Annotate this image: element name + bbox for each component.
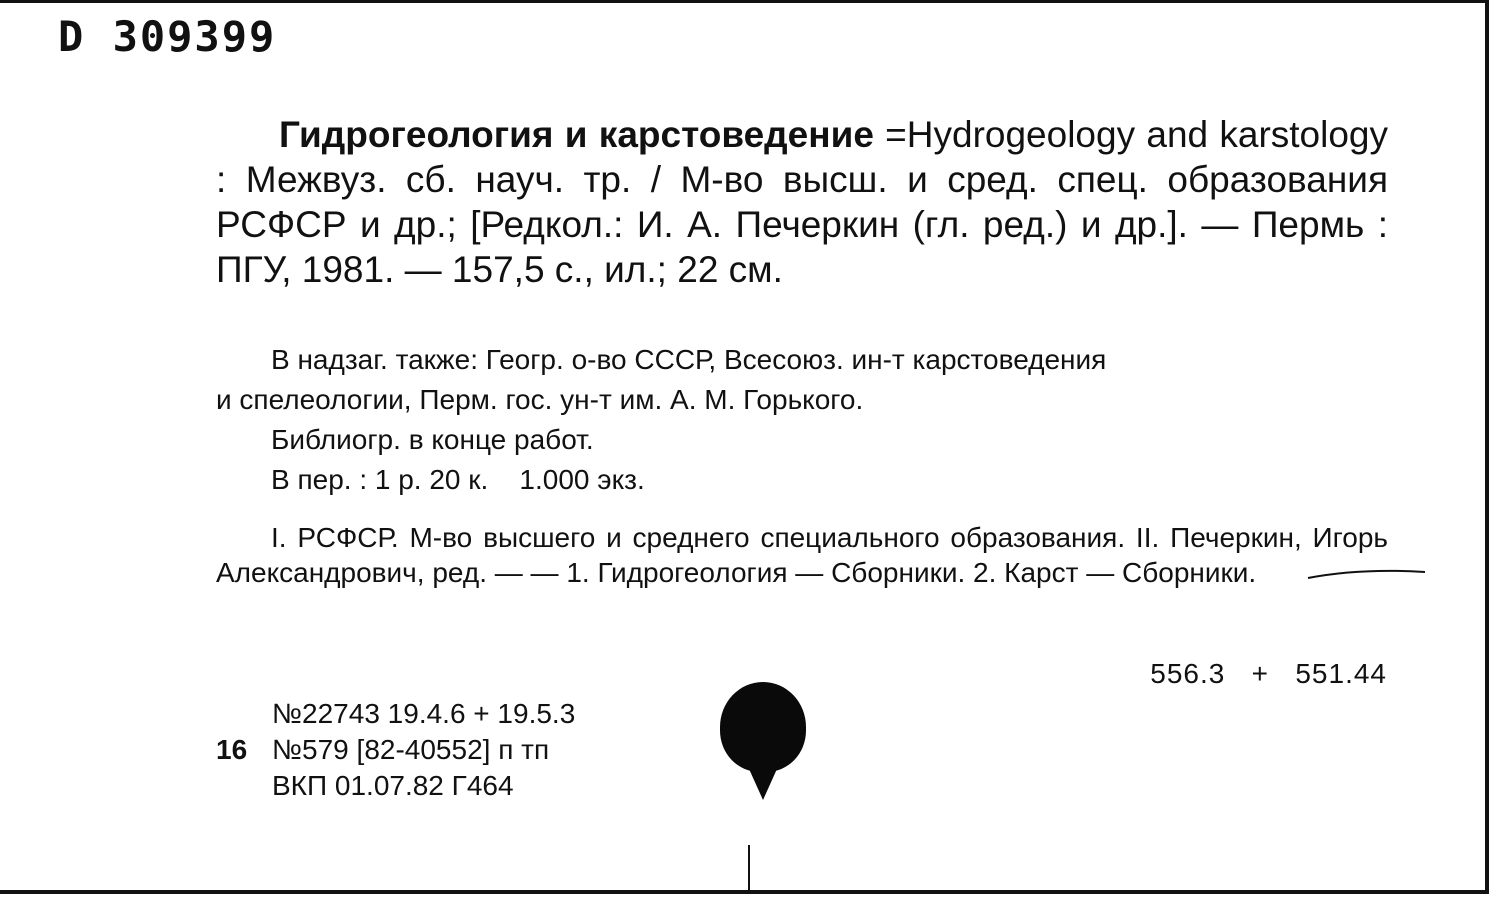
punch-hole-tail [745, 760, 781, 800]
note-headings-line2: и спелеологии, Перм. гос. ун-т им. А. М. Горького. [216, 384, 864, 415]
note-bibliography: Библиогр. в конце работ. [271, 424, 594, 455]
card-footer [216, 696, 575, 804]
note-headings-line1: В надзаг. также: Геогр. о-во СССР, Всесоюз. ин-т карстоведения [271, 344, 1107, 375]
notes-section [216, 340, 1388, 500]
punch-hole [720, 682, 806, 772]
accession-number: D 309399 [58, 12, 277, 61]
title-details: =Hydrogeology and karstology : Межвуз. сб. науч. тр. / М-во высш. и сред. спец. образования РСФСР и др.; [Редкол.: И. А. Печеркин (гл. ред.) и др.]. — Пермь : ПГУ, 1981. — 157,5 с., ил.; 22 см. [216, 114, 1389, 290]
classification-numbers: 556.3 + 551.44 [1150, 658, 1387, 689]
footer-number: 16 [216, 734, 248, 765]
footer-line1: №22743 19.4.6 + 19.5.3 [272, 698, 576, 729]
bibliographic-description [216, 112, 1388, 292]
subject-tracings: I. РСФСР. М-во высшего и среднего специального образования. II. Печеркин, Игорь Александрович, ред. — — 1. Гидрогеология — Сборники. 2. Карст — Сборники. [216, 522, 1388, 588]
note-price: В пер. : 1 р. 20 к. 1.000 экз. [271, 464, 645, 495]
footer-line2: №579 [82-40552] п тп [272, 734, 550, 765]
card-divider-mark [748, 845, 750, 893]
footer-line3: ВКП 01.07.82 Г464 [272, 770, 514, 801]
title-heading: Гидрогеология и карстоведение [279, 114, 874, 155]
pen-stroke-mark [1300, 560, 1430, 590]
